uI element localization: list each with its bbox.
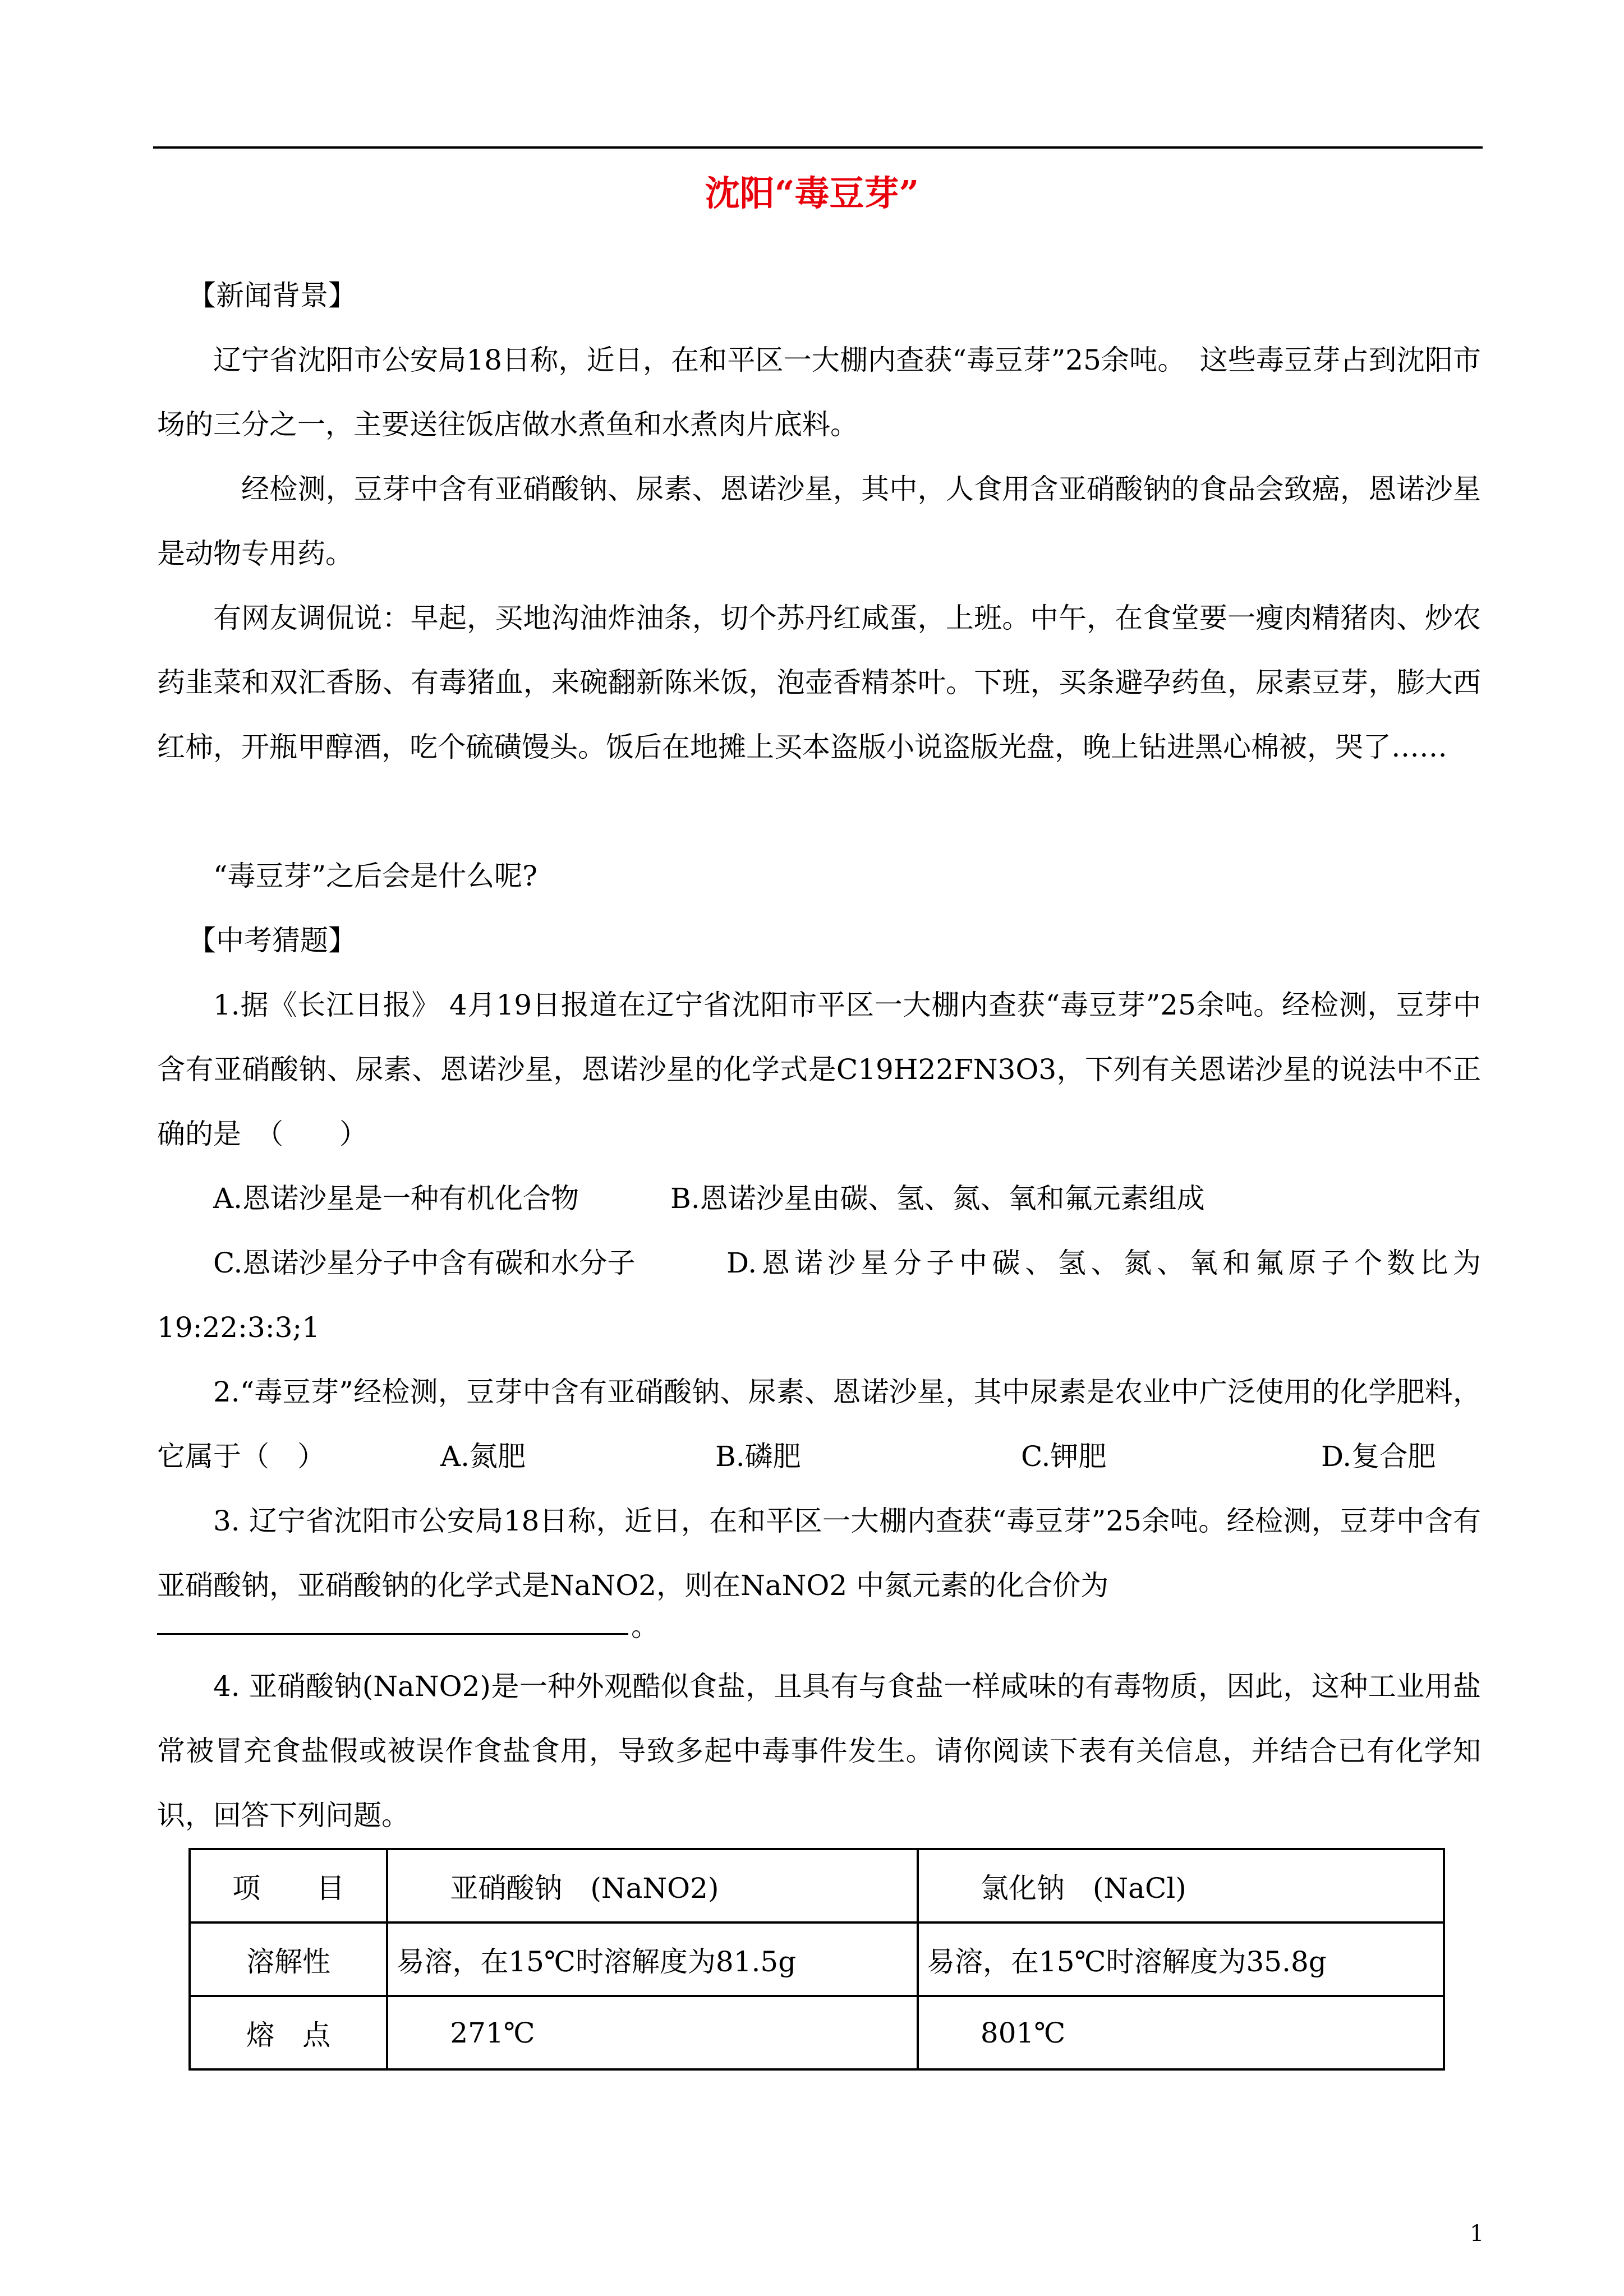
comparison-table: [188, 1848, 1445, 2071]
exam-heading: 【中考猜题】: [188, 924, 356, 957]
q2-option-d: D.复合肥: [1321, 1440, 1436, 1473]
answer-blank: [157, 1633, 628, 1635]
header-rule: [153, 146, 1483, 149]
table-header-row: [190, 1849, 1444, 1922]
q1-option-a: A.恩诺沙星是一种有机化合物: [213, 1182, 579, 1215]
q1-option-c: C.恩诺沙星分子中含有碳和水分子: [213, 1247, 636, 1279]
q1-option-b: B.恩诺沙星由碳、氢、氮、氧和氟元素组成: [670, 1182, 1205, 1215]
table-row: [190, 1922, 1444, 1996]
q1-option-d: D.恩诺沙星分子中碳、氢、氮、氧和氟原子个数比为19:22:3:3;1: [157, 1247, 1481, 1344]
news-paragraph-2: 经检测，豆芽中含有亚硝酸钠、尿素、恩诺沙星，其中，人食用含亚硝酸钠的食品会致癌，恩诺沙星是动物专用药。: [157, 473, 1481, 570]
table-cell: 271℃: [387, 1996, 918, 2069]
page-title: 沈阳“毒豆芽”: [705, 173, 919, 214]
answer-blank-end: 。: [631, 1610, 659, 1643]
table-header-cell: 项 目: [190, 1849, 387, 1922]
table-row: [190, 1996, 1444, 2069]
q2-option-b: B.磷肥: [715, 1440, 801, 1473]
page-number: 1: [1470, 2221, 1484, 2247]
table-cell: 溶解性: [190, 1922, 387, 1996]
question-4: 4. 亚硝酸钠(NaNO2)是一种外观酷似食盐，且具有与食盐一样咸味的有毒物质，因此，这种工业用盐常被冒充食盐假或被误作食盐食用，导致多起中毒事件发生。请你阅读下表有关信息，并结合已有化学知识，回答下列问题。: [157, 1670, 1481, 1832]
table-cell: 801℃: [918, 1996, 1444, 2069]
table-header-cell: 亚硝酸钠 (NaNO2): [387, 1849, 918, 1922]
news-heading: 【新闻背景】: [188, 279, 356, 312]
question-1: 1.据《长江日报》 4月19日报道在辽宁省沈阳市平区一大棚内查获“毒豆芽”25余吨。经检测，豆芽中含有亚硝酸钠、尿素、恩诺沙星，恩诺沙星的化学式是C19H22FN3O3，下列有关恩诺沙星的说法中不正确的是 （ ）: [157, 989, 1481, 1150]
table-cell: 易溶，在15℃时溶解度为81.5g: [387, 1922, 918, 1996]
question-2: 2.“毒豆芽”经检测，豆芽中含有亚硝酸钠、尿素、恩诺沙星，其中尿素是农业中广泛使用的化学肥料，它属于（ ）: [157, 1376, 1481, 1473]
table-cell: 易溶，在15℃时溶解度为35.8g: [918, 1922, 1444, 1996]
question-3: 3. 辽宁省沈阳市公安局18日称，近日，在和平区一大棚内查获“毒豆芽”25余吨。经检测，豆芽中含有亚硝酸钠，亚硝酸钠的化学式是NaNO2，则在NaNO2 中氮元素的化合价为: [157, 1505, 1481, 1602]
news-paragraph-4: “毒豆芽”之后会是什么呢?: [213, 860, 537, 892]
table-header-cell: 氯化钠 (NaCl): [918, 1849, 1444, 1922]
news-paragraph-3: 有网友调侃说：早起，买地沟油炸油条，切个苏丹红咸蛋，上班。中午，在食堂要一瘦肉精猪肉、炒农药韭菜和双汇香肠、有毒猪血，来碗翻新陈米饭，泡壶香精茶叶。下班，买条避孕药鱼，尿素豆芽，膨大西红柿，开瓶甲醇酒，吃个硫磺馒头。饭后在地摊上买本盗版小说盗版光盘，晚上钻进黑心棉被，哭了……: [157, 602, 1481, 763]
q2-option-c: C.钾肥: [1021, 1440, 1107, 1473]
table-cell: 熔 点: [190, 1996, 387, 2069]
q2-option-a: A.氮肥: [440, 1440, 526, 1473]
news-paragraph-1: 辽宁省沈阳市公安局18日称，近日，在和平区一大棚内查获“毒豆芽”25余吨。 这些毒豆芽占到沈阳市场的三分之一，主要送往饭店做水煮鱼和水煮肉片底料。: [157, 344, 1481, 441]
